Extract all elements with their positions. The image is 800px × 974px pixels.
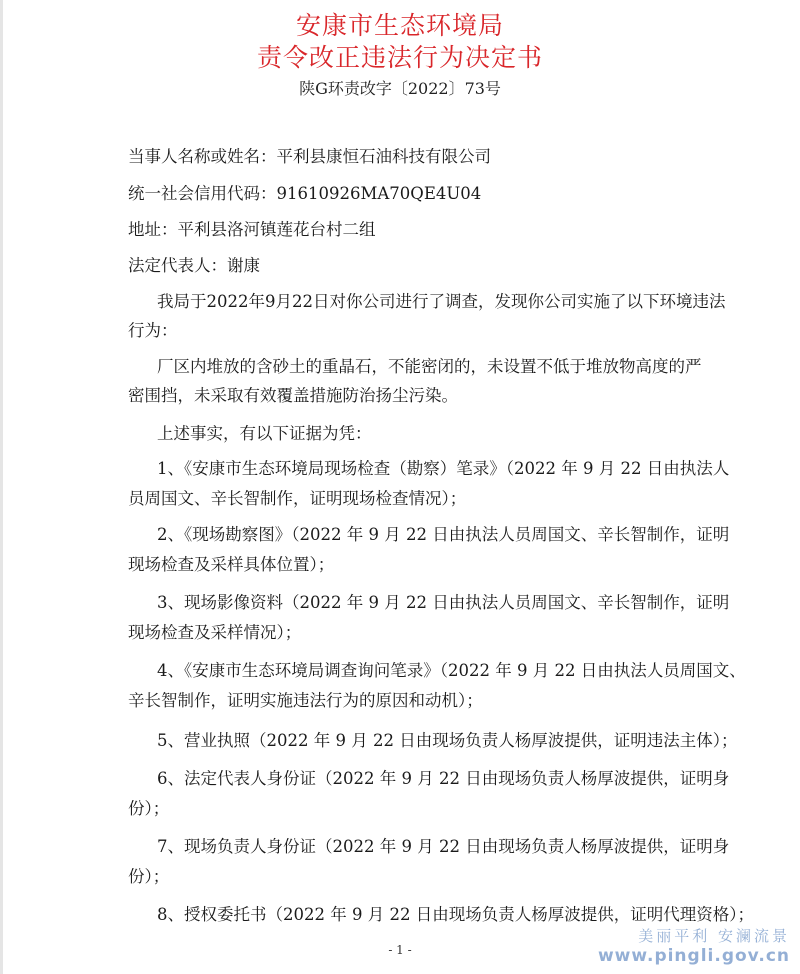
paragraph-line: 密围挡，未采取有效覆盖措施防治扬尘污染。 <box>128 386 458 405</box>
party-name: 当事人名称或姓名：平利县康恒石油科技有限公司 <box>128 147 491 166</box>
paragraph-line: 行为： <box>128 321 178 340</box>
evidence-item: 辛长智制作，证明实施违法行为的原因和动机）； <box>128 691 483 710</box>
paragraph-line: 我局于2022年9月22日对你公司进行了调查，发现你公司实施了以下环境违法 <box>157 292 726 311</box>
evidence-item: 现场检查及采样情况）； <box>128 623 302 642</box>
legal-representative: 法定代表人：谢康 <box>128 256 260 275</box>
evidence-item: 8、授权委托书（2022 年 9 月 22 日由现场负责人杨厚波提供，证明代理资格）； <box>157 905 754 924</box>
evidence-item: 份）； <box>128 799 170 818</box>
credit-code: 统一社会信用代码：91610926MA70QE4U04 <box>128 184 482 203</box>
paragraph-line: 上述事实，有以下证据为凭： <box>157 424 372 443</box>
evidence-item: 份）； <box>128 867 170 886</box>
evidence-item: 7、现场负责人身份证（2022 年 9 月 22 日由现场负责人杨厚波提供，证明身 <box>157 837 730 856</box>
party-address: 地址：平利县洛河镇莲花台村二组 <box>128 220 376 239</box>
evidence-item: 4、《安康市生态环境局调查询问笔录》（2022 年 9 月 22 日由执法人员周国文、 <box>157 661 746 680</box>
issuer-title: 安康市生态环境局 <box>295 11 504 40</box>
evidence-item: 员周国文、辛长智制作，证明现场检查情况）； <box>128 489 467 508</box>
evidence-item: 2、《现场勘察图》（2022 年 9 月 22 日由执法人员周国文、辛长智制作，证明 <box>157 525 730 544</box>
watermark-url: www.pingli.gov.cn <box>597 946 790 966</box>
site-watermark <box>598 925 790 966</box>
paragraph-line: 厂区内堆放的含砂土的重晶石，不能密闭的，未设置不低于堆放物高度的严 <box>157 357 702 376</box>
document-title: 责令改正违法行为决定书 <box>256 43 543 72</box>
evidence-item: 5、营业执照（2022 年 9 月 22 日由现场负责人杨厚波提供，证明违法主体）； <box>157 731 738 750</box>
document-number: 陕G环责改字〔2022〕73号 <box>299 79 501 98</box>
page-number: - 1 - <box>388 943 412 957</box>
evidence-item: 现场检查及采样具体位置）； <box>128 555 335 574</box>
evidence-item: 3、现场影像资料（2022 年 9 月 22 日由执法人员周国文、辛长智制作，证明 <box>157 593 730 612</box>
evidence-item: 1、《安康市生态环境局现场检查（勘察）笔录》（2022 年 9 月 22 日由执法人 <box>157 459 730 478</box>
scan-edge <box>0 0 3 974</box>
watermark-slogan: 美丽平利 安澜流景 <box>638 927 790 945</box>
evidence-item: 6、法定代表人身份证（2022 年 9 月 22 日由现场负责人杨厚波提供，证明身 <box>157 769 730 788</box>
